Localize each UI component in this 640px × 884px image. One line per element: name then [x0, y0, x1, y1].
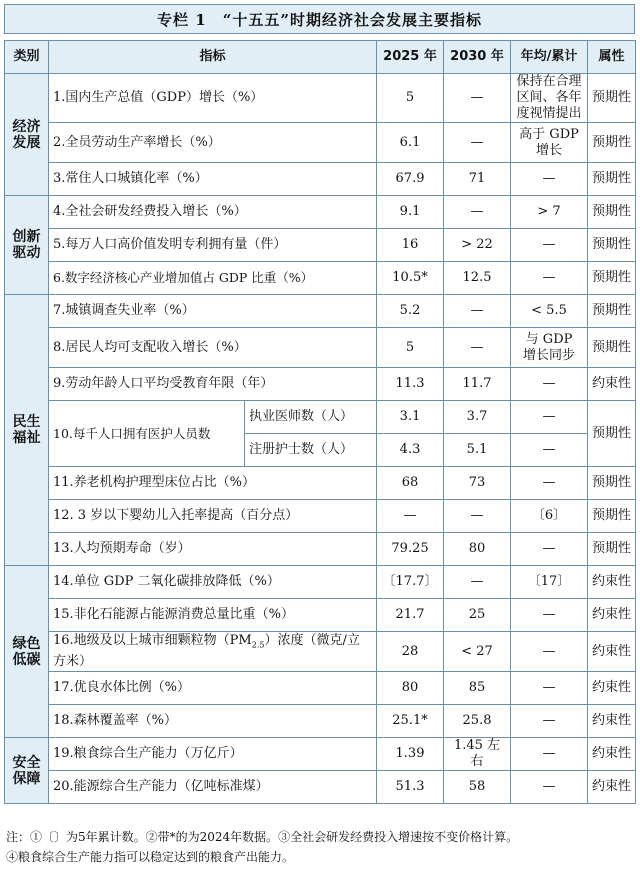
sub-indicator-nurses: 注册护士数（人）: [245, 434, 377, 467]
value-annual: 〔6〕: [511, 500, 588, 533]
value-annual: > 7: [511, 196, 588, 229]
attribute-cell: 预期性: [588, 328, 636, 368]
table-row: [5, 599, 636, 632]
value-2025: 25.1*: [377, 705, 444, 738]
indicator-cell: 11.养老机构护理型床位占比（%）: [49, 467, 377, 500]
attribute-cell: 预期性: [588, 123, 636, 163]
value-2025: 5: [377, 328, 444, 368]
table-row: [5, 229, 636, 262]
attribute-cell: 预期性: [588, 163, 636, 196]
value-2025: 3.1: [377, 401, 444, 434]
value-annual: —: [511, 401, 588, 434]
indicator-cell: 13.人均预期寿命（岁）: [49, 533, 377, 566]
value-2025: 1.39: [377, 738, 444, 771]
value-2030: 85: [444, 672, 511, 705]
attribute-cell: 约束性: [588, 738, 636, 771]
value-annual: —: [511, 229, 588, 262]
value-annual: —: [511, 705, 588, 738]
value-2025: 80: [377, 672, 444, 705]
value-2030: < 27: [444, 632, 511, 672]
table-row: [5, 533, 636, 566]
indicator-cell: 17.优良水体比例（%）: [49, 672, 377, 705]
table-title: 专栏 1 “十五五”时期经济社会发展主要指标: [4, 4, 635, 34]
value-annual: —: [511, 632, 588, 672]
table-row: [5, 328, 636, 368]
footnote-line: 注：①〔〕为5年累计数。②带*的为2024年数据。③全社会研发经费投入增速按不变价格计算。: [6, 830, 519, 844]
table-row: [5, 295, 636, 328]
value-2030: 25.8: [444, 705, 511, 738]
table-row: [5, 467, 636, 500]
value-2025: 67.9: [377, 163, 444, 196]
value-2025: 79.25: [377, 533, 444, 566]
indicator-cell: 6.数字经济核心产业增加值占 GDP 比重（%）: [49, 262, 377, 295]
category-green: 绿色 低碳: [5, 566, 49, 738]
category-economy: 经济 发展: [5, 74, 49, 196]
value-2030: —: [444, 500, 511, 533]
value-2025: 68: [377, 467, 444, 500]
footnotes: [6, 827, 634, 867]
indicator-cell: 16.地级及以上城市细颗粒物$(PM_{2.5})$浓度（微克/立方米）: [49, 632, 377, 672]
attribute-cell: 预期性: [588, 401, 636, 467]
table-row: [5, 401, 636, 434]
value-annual: —: [511, 467, 588, 500]
indicator-cell: 9.劳动年龄人口平均受教育年限（年）: [49, 368, 377, 401]
value-annual: —: [511, 672, 588, 705]
header-indicator: 指标: [49, 41, 377, 74]
attribute-cell: 约束性: [588, 566, 636, 599]
sub-indicator-doctors: 执业医师数（人）: [245, 401, 377, 434]
value-2030: 5.1: [444, 434, 511, 467]
attribute-cell: 约束性: [588, 705, 636, 738]
value-annual: 保持在合理区间、各年度视情提出: [511, 74, 588, 123]
value-2030: —: [444, 196, 511, 229]
indicator-cell: 12. 3 岁以下婴幼儿入托率提高（百分点）: [49, 500, 377, 533]
value-2030: —: [444, 328, 511, 368]
value-2025: 5: [377, 74, 444, 123]
value-2030: 58: [444, 771, 511, 804]
attribute-cell: 预期性: [588, 533, 636, 566]
indicator-cell: 15.非化石能源占能源消费总量比重（%）: [49, 599, 377, 632]
value-2025: 4.3: [377, 434, 444, 467]
attribute-cell: 预期性: [588, 262, 636, 295]
value-annual: —: [511, 368, 588, 401]
indicators-table: [4, 40, 636, 804]
value-2030: —: [444, 74, 511, 123]
table-row: [5, 672, 636, 705]
value-2030: 1.45 左右: [444, 738, 511, 771]
value-annual: —: [511, 163, 588, 196]
attribute-cell: 约束性: [588, 368, 636, 401]
value-annual: 〔17〕: [511, 566, 588, 599]
value-annual: 高于 GDP 增长: [511, 123, 588, 163]
footnote-line: ④粮食综合生产能力指可以稳定达到的粮食产出能力。: [6, 850, 295, 864]
attribute-cell: 预期性: [588, 295, 636, 328]
table-row: [5, 74, 636, 123]
value-annual: —: [511, 771, 588, 804]
value-annual: —: [511, 262, 588, 295]
value-2030: 80: [444, 533, 511, 566]
attribute-cell: 约束性: [588, 599, 636, 632]
header-row: [5, 41, 636, 74]
value-2030: > 22: [444, 229, 511, 262]
category-livelihood: 民生 福祉: [5, 295, 49, 566]
value-2025: 9.1: [377, 196, 444, 229]
value-2030: —: [444, 566, 511, 599]
attribute-cell: 预期性: [588, 196, 636, 229]
attribute-cell: 约束性: [588, 672, 636, 705]
attribute-cell: 约束性: [588, 632, 636, 672]
value-2025: 28: [377, 632, 444, 672]
value-2030: 11.7: [444, 368, 511, 401]
value-annual: < 5.5: [511, 295, 588, 328]
table-row: [5, 771, 636, 804]
table-row: [5, 368, 636, 401]
indicator-cell: 20.能源综合生产能力（亿吨标准煤）: [49, 771, 377, 804]
indicator-cell: 3.常住人口城镇化率（%）: [49, 163, 377, 196]
indicator-cell: 18.森林覆盖率（%）: [49, 705, 377, 738]
value-2030: —: [444, 295, 511, 328]
value-2025: 〔17.7〕: [377, 566, 444, 599]
table-row: [5, 738, 636, 771]
value-2030: —: [444, 123, 511, 163]
value-2025: —: [377, 500, 444, 533]
value-2030: 73: [444, 467, 511, 500]
value-2030: 3.7: [444, 401, 511, 434]
value-2025: 11.3: [377, 368, 444, 401]
table-row: [5, 705, 636, 738]
value-2030: 25: [444, 599, 511, 632]
indicator-cell: 8.居民人均可支配收入增长（%）: [49, 328, 377, 368]
value-2025: 5.2: [377, 295, 444, 328]
value-annual: —: [511, 434, 588, 467]
indicator-cell: 10.每千人口拥有医护人员数: [49, 401, 245, 467]
attribute-cell: 预期性: [588, 229, 636, 262]
category-innovation: 创新 驱动: [5, 196, 49, 295]
value-2025: 6.1: [377, 123, 444, 163]
table-row: [5, 123, 636, 163]
value-annual: 与 GDP 增长同步: [511, 328, 588, 368]
table-row: [5, 196, 636, 229]
table-row: [5, 500, 636, 533]
attribute-cell: 预期性: [588, 500, 636, 533]
header-2025: 2025 年: [377, 41, 444, 74]
value-annual: —: [511, 738, 588, 771]
value-2025: 51.3: [377, 771, 444, 804]
value-2025: 21.7: [377, 599, 444, 632]
value-2030: 12.5: [444, 262, 511, 295]
value-2030: 71: [444, 163, 511, 196]
indicator-cell: 7.城镇调查失业率（%）: [49, 295, 377, 328]
value-2025: 10.5*: [377, 262, 444, 295]
value-annual: —: [511, 533, 588, 566]
header-annual: 年均/累计: [511, 41, 588, 74]
table-row: [5, 163, 636, 196]
indicator-cell: 5.每万人口高价值发明专利拥有量（件）: [49, 229, 377, 262]
attribute-cell: 预期性: [588, 467, 636, 500]
indicator-cell: 2.全员劳动生产率增长（%）: [49, 123, 377, 163]
indicator-cell: 1.国内生产总值（GDP）增长（%）: [49, 74, 377, 123]
category-security: 安全 保障: [5, 738, 49, 804]
attribute-cell: 约束性: [588, 771, 636, 804]
table-row: [5, 262, 636, 295]
header-category: 类别: [5, 41, 49, 74]
header-attribute: 属性: [588, 41, 636, 74]
indicator-cell: 14.单位 GDP 二氧化碳排放降低（%）: [49, 566, 377, 599]
header-2030: 2030 年: [444, 41, 511, 74]
value-2025: 16: [377, 229, 444, 262]
table-row: [5, 566, 636, 599]
table-row: [5, 632, 636, 672]
value-annual: —: [511, 599, 588, 632]
attribute-cell: 预期性: [588, 74, 636, 123]
indicator-cell: 19.粮食综合生产能力（万亿斤）: [49, 738, 377, 771]
indicator-cell: 4.全社会研发经费投入增长（%）: [49, 196, 377, 229]
